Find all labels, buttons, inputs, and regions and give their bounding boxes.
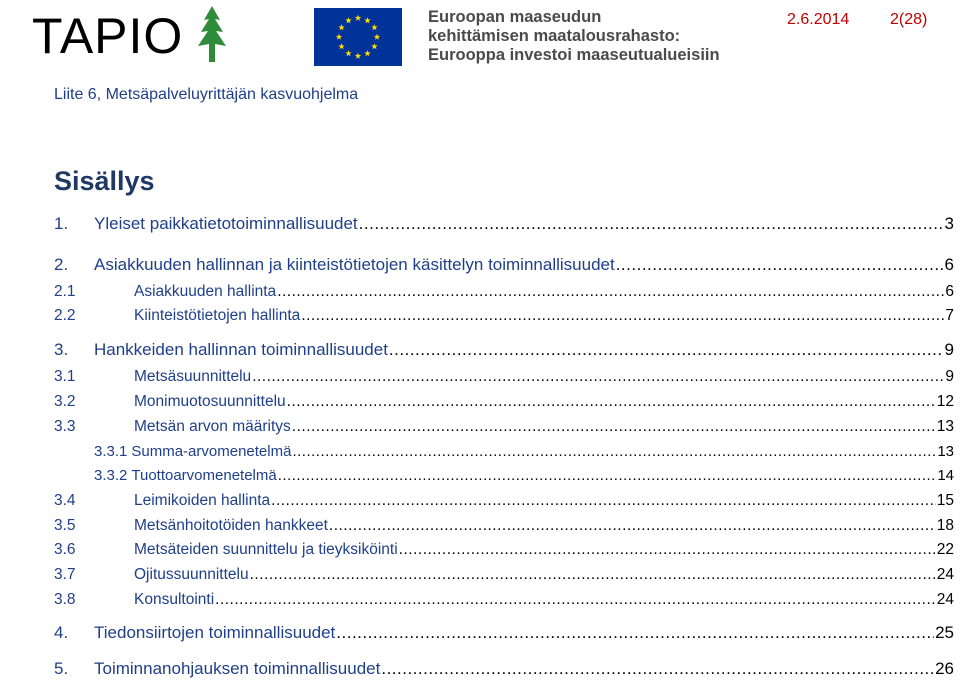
toc-entry-page: 7	[945, 307, 954, 324]
toc-entry-page: 14	[937, 467, 954, 484]
toc-dot-leader	[278, 467, 937, 484]
toc-entry-page: 13	[937, 443, 954, 460]
toc-entry-number: 2.	[54, 255, 69, 274]
toc-dot-leader	[616, 255, 944, 275]
toc-heading: Sisällys	[54, 166, 155, 196]
toc-entry-number: 3.7	[54, 566, 76, 583]
toc-entry-page: 15	[936, 492, 954, 509]
toc-entry-number: 3.3	[54, 418, 76, 435]
toc-entry-number: 4.	[54, 623, 69, 642]
toc-entry-page: 22	[936, 541, 954, 558]
toc-entry-title: Metsänhoitotöiden hankkeet	[134, 517, 328, 534]
toc-entry[interactable]	[54, 659, 954, 679]
toc-entry-title: Summa-arvomenetelmä	[131, 443, 292, 460]
toc-entry[interactable]	[54, 623, 954, 643]
toc-entry[interactable]	[54, 591, 954, 609]
toc-entry-number: 2.2	[54, 307, 76, 324]
toc-entry-title: Hankkeiden hallinnan toiminnallisuudet	[94, 340, 388, 359]
toc-entry-number: 3.8	[54, 591, 76, 608]
toc-entry[interactable]	[54, 214, 954, 234]
toc-entry[interactable]	[54, 541, 954, 559]
toc-dot-leader	[336, 623, 934, 643]
toc-entry-number: 1.	[54, 214, 69, 233]
toc-entry-number: 3.3.2	[94, 467, 128, 484]
document-date: 2.6.2014	[787, 11, 850, 28]
toc-entry-page: 13	[936, 418, 954, 435]
toc-entry-page: 24	[936, 566, 954, 583]
toc-dot-leader	[329, 517, 936, 535]
toc-entry-title: Yleiset paikkatietotoiminnallisuudet	[94, 214, 358, 233]
toc-entry[interactable]	[54, 492, 954, 510]
toc-entry[interactable]	[54, 283, 954, 301]
toc-entry-title: Ojitussuunnittelu	[134, 566, 249, 583]
toc-entry-number: 3.2	[54, 393, 76, 410]
toc-entry-title: Asiakkuuden hallinta	[134, 283, 277, 300]
toc-entry[interactable]	[54, 307, 954, 325]
toc-entry[interactable]	[54, 418, 954, 436]
toc-dot-leader	[381, 659, 934, 679]
toc-entry-page: 9	[945, 368, 954, 385]
eu-flag-icon	[314, 8, 402, 66]
toc-entry-number: 2.1	[54, 283, 76, 300]
toc-entry-page: 6	[944, 255, 954, 274]
toc-dot-leader	[252, 368, 944, 386]
toc-entry-title: Kiinteistötietojen hallinta	[134, 307, 301, 324]
toc-dot-leader	[359, 214, 944, 234]
toc-dot-leader	[215, 591, 936, 609]
toc-dot-leader	[271, 492, 936, 510]
toc-dot-leader	[292, 443, 936, 460]
toc-entry-number: 3.6	[54, 541, 76, 558]
toc-entry-title: Metsäteiden suunnittelu ja tieyksiköinti	[134, 541, 398, 558]
toc-dot-leader	[301, 307, 944, 325]
toc-entry-title: Monimuotosuunnittelu	[134, 393, 286, 410]
toc-dot-leader	[277, 283, 944, 301]
toc-entry-title: Metsän arvon määritys	[134, 418, 291, 435]
toc-entry-title: Tuottoarvomenetelmä	[131, 467, 277, 484]
toc-entry-page: 24	[936, 591, 954, 608]
eu-line: kehittämisen maatalousrahasto:	[428, 27, 681, 45]
page-header	[0, 0, 960, 80]
toc-dot-leader	[399, 541, 936, 559]
toc-entry-page: 6	[945, 283, 954, 300]
toc-dot-leader	[389, 340, 944, 360]
toc-entry[interactable]	[54, 255, 954, 275]
toc-entry[interactable]	[54, 393, 954, 411]
page-number: 2(28)	[890, 11, 928, 28]
toc-entry-title: Toiminnanohjauksen toiminnallisuudet	[94, 659, 381, 678]
eu-fund-text	[428, 8, 748, 65]
toc-entry-title: Leimikoiden hallinta	[134, 492, 271, 509]
toc-entry-page: 18	[936, 517, 954, 534]
toc-entry[interactable]	[54, 340, 954, 360]
toc-entry-title: Tiedonsiirtojen toiminnallisuudet	[94, 623, 336, 642]
toc-entry-title: Asiakkuuden hallinnan ja kiinteistötietojen käsittelyn toiminnallisuudet	[94, 255, 615, 274]
toc-entry[interactable]	[54, 467, 954, 484]
toc-entry[interactable]	[54, 443, 954, 460]
toc-entry-number: 3.	[54, 340, 69, 359]
toc-entry[interactable]	[54, 566, 954, 584]
toc-dot-leader	[287, 393, 936, 411]
toc-entry-page: 9	[944, 340, 954, 359]
toc-entry-title: Metsäsuunnittelu	[134, 368, 252, 385]
toc-entry-page: 3	[944, 214, 954, 233]
appendix-title: Liite 6, Metsäpalveluyrittäjän kasvuohjelma	[54, 86, 359, 103]
tree-icon	[194, 6, 230, 64]
eu-line: Euroopan maaseudun	[428, 8, 602, 26]
toc-entry[interactable]	[54, 368, 954, 386]
toc-entry-page: 12	[936, 393, 954, 410]
tapio-logo	[32, 6, 232, 66]
toc-entry-number: 3.4	[54, 492, 76, 509]
toc-entry-page: 26	[935, 659, 954, 678]
toc-entry-number: 5.	[54, 659, 69, 678]
toc-entry-page: 25	[935, 623, 954, 642]
logo-text: TAPIO	[32, 8, 184, 64]
toc-dot-leader	[292, 418, 936, 436]
toc-entry-number: 3.5	[54, 517, 76, 534]
toc-entry-number: 3.1	[54, 368, 76, 385]
toc-entry-number: 3.3.1	[94, 443, 128, 460]
toc-entry[interactable]	[54, 517, 954, 535]
eu-line: Eurooppa investoi maaseutualueisiin	[428, 46, 720, 64]
toc-dot-leader	[250, 566, 936, 584]
toc-entry-title: Konsultointi	[134, 591, 215, 608]
